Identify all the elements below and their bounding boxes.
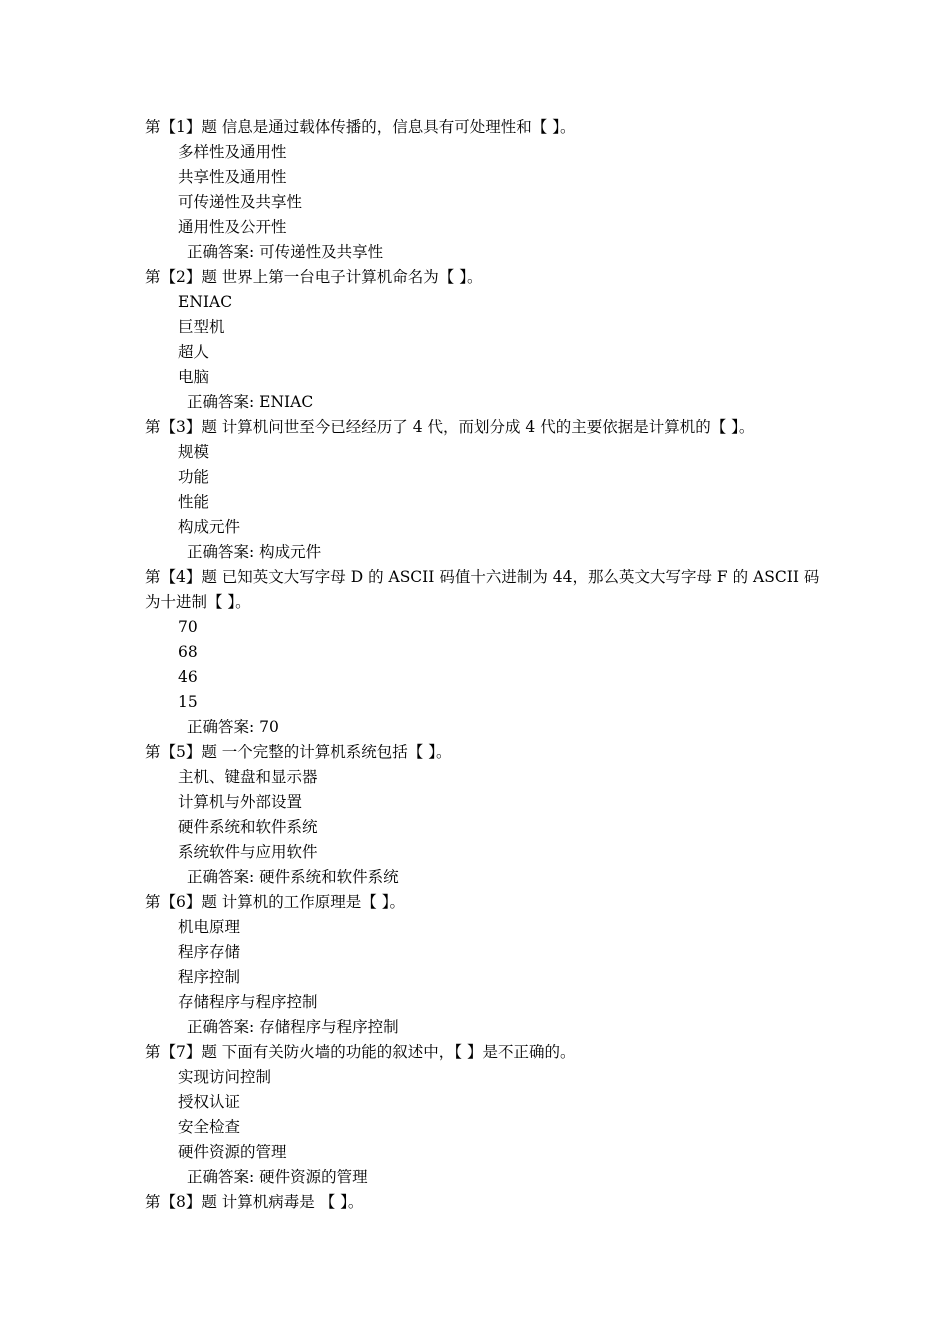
option-d: 硬件资源的管理 [178,1143,287,1161]
question-title: 第【7】题 下面有关防火墙的功能的叙述中，【 】是不正确的。 [145,1043,576,1061]
question-title: 第【1】题 信息是通过载体传播的，信息具有可处理性和【 】。 [145,118,576,136]
option-b: 68 [178,643,198,661]
question-5 [145,740,825,890]
question-7 [145,1040,825,1190]
option-b: 巨型机 [178,318,225,336]
option-c: 46 [178,668,198,686]
option-d: 存储程序与程序控制 [178,993,318,1011]
question-title: 第【5】题 一个完整的计算机系统包括【 】。 [145,743,452,761]
question-8 [145,1190,825,1215]
option-a: 多样性及通用性 [178,143,287,161]
question-4 [145,565,825,740]
question-title: 第【3】题 计算机问世至今已经经历了 4 代，而划分成 4 代的主要依据是计算机的【 】。 [145,418,755,436]
option-d: 系统软件与应用软件 [178,843,318,861]
option-b: 程序存储 [178,943,241,961]
option-b: 共享性及通用性 [178,168,287,186]
correct-answer: 正确答案: 可传递性及共享性 [187,243,384,261]
option-a: 主机、键盘和显示器 [178,768,318,786]
option-c: 性能 [178,493,210,511]
option-a: 实现访问控制 [178,1068,272,1086]
option-c: 安全检查 [178,1118,241,1136]
option-b: 计算机与外部设置 [178,793,303,811]
question-title: 第【6】题 计算机的工作原理是【 】。 [145,893,405,911]
correct-answer: 正确答案: 70 [187,718,279,736]
correct-answer: 正确答案: 存储程序与程序控制 [187,1018,399,1036]
option-c: 超人 [178,343,210,361]
option-d: 构成元件 [178,518,241,536]
question-document [145,115,825,1215]
correct-answer: 正确答案: 硬件系统和软件系统 [187,868,399,886]
option-b: 功能 [178,468,210,486]
question-3 [145,415,825,565]
question-1 [145,115,825,265]
option-d: 通用性及公开性 [178,218,287,236]
question-2 [145,265,825,415]
option-a: ENIAC [178,293,233,311]
option-c: 程序控制 [178,968,241,986]
option-b: 授权认证 [178,1093,241,1111]
option-c: 可传递性及共享性 [178,193,303,211]
option-a: 机电原理 [178,918,241,936]
option-a: 规模 [178,443,210,461]
question-title: 第【4】题 已知英文大写字母 D 的 ASCII 码值十六进制为 44，那么英文大写字母 F 的 ASCII 码为十进制【 】。 [145,568,820,611]
correct-answer: 正确答案: 构成元件 [187,543,322,561]
option-c: 硬件系统和软件系统 [178,818,318,836]
question-6 [145,890,825,1040]
option-a: 70 [178,618,198,636]
option-d: 15 [178,693,198,711]
correct-answer: 正确答案: ENIAC [187,393,314,411]
correct-answer: 正确答案: 硬件资源的管理 [187,1168,368,1186]
question-title: 第【2】题 世界上第一台电子计算机命名为【 】。 [145,268,483,286]
option-d: 电脑 [178,368,210,386]
question-title: 第【8】题 计算机病毒是 【 】。 [145,1193,364,1211]
